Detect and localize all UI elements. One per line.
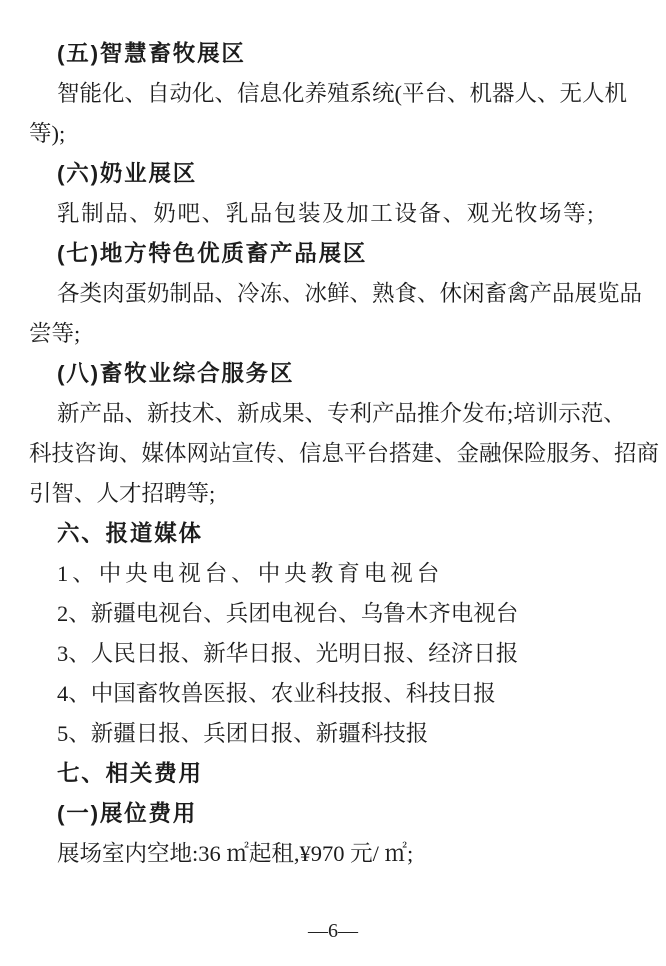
body-zone-5-line-1: 智能化、自动化、信息化养殖系统(平台、机器人、无人机 [57,81,627,106]
body-zone-8-line-2: 科技咨询、媒体网站宣传、信息平台搭建、金融保险服务、招商 [29,441,660,466]
media-item-2: 2、新疆电视台、兵团电视台、乌鲁木齐电视台 [57,601,519,626]
heading-zone-5: (五)智慧畜牧展区 [57,41,246,66]
heading-zone-8: (八)畜牧业综合服务区 [57,361,295,386]
body-booth-fee: 展场室内空地:36 ㎡起租,¥970 元/ ㎡; [57,841,414,866]
heading-booth-fee: (一)展位费用 [57,801,198,826]
body-zone-5-line-2: 等); [29,121,66,146]
heading-zone-6: (六)奶业展区 [57,161,198,186]
media-item-4: 4、中国畜牧兽医报、农业科技报、科技日报 [57,681,496,706]
heading-zone-7: (七)地方特色优质畜产品展区 [57,241,368,266]
page-number: —6— [308,920,358,942]
body-zone-6: 乳制品、奶吧、乳品包装及加工设备、观光牧场等; [57,201,596,226]
body-zone-7-line-2: 尝等; [29,321,81,346]
heading-related-fees: 七、相关费用 [57,761,203,786]
media-item-5: 5、新疆日报、兵团日报、新疆科技报 [57,721,429,746]
media-item-1: 1、中央电视台、中央教育电视台 [57,561,444,586]
body-zone-8-line-1: 新产品、新技术、新成果、专利产品推介发布;培训示范、 [57,401,626,426]
media-item-3: 3、人民日报、新华日报、光明日报、经济日报 [57,641,519,666]
body-zone-7-line-1: 各类肉蛋奶制品、冷冻、冰鲜、熟食、休闲畜禽产品展览品 [57,281,643,306]
body-zone-8-line-3: 引智、人才招聘等; [29,481,216,506]
heading-report-media: 六、报道媒体 [57,521,203,546]
